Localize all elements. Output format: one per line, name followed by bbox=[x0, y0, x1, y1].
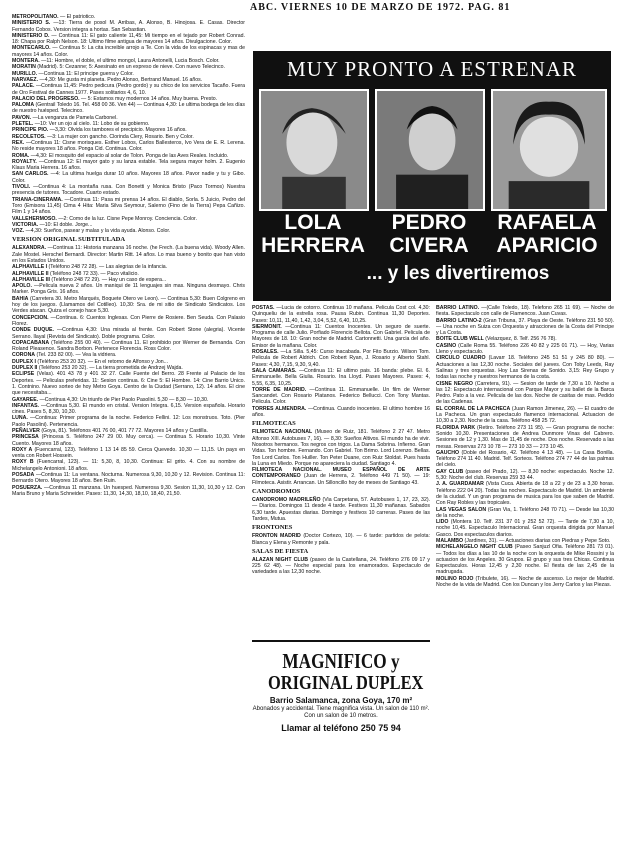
listing-venue: MOLINO ROJO bbox=[436, 575, 474, 582]
listing-venue: DUPLEX II bbox=[12, 365, 38, 372]
listing-text: —Continua: Primer programa de la noche. Federico Fellini. 12: Los monstruos. Toto. (Pier Paolo Pasolini). Pertenencia. bbox=[12, 415, 245, 428]
listing-entry bbox=[252, 368, 430, 387]
listing-venue: TORRE DE MADRID. bbox=[252, 386, 307, 393]
listing-venue: BARRIO LATINO-2 bbox=[436, 317, 482, 324]
duplex-ad-phone: Llamar al teléfono 250 75 94 bbox=[281, 723, 401, 733]
listing-venue: TRIANA-CINERAMA. bbox=[12, 196, 63, 203]
listing-text: —Continua 12: El mayor gato y su lanza estable. Tela segura mayor holm. 2. Eugenio Klaus Maria Herrera. 16 años. bbox=[12, 158, 245, 172]
listing-venue: ROSALES. bbox=[252, 349, 279, 356]
listing-venue: ALEXANDRA. bbox=[12, 245, 47, 252]
listing-text: —La venganza de Pamela Carbonel. bbox=[32, 114, 118, 121]
listing-text: (Teléfono 248 72 33). — Paco vitalicio. bbox=[49, 270, 139, 277]
duplex-ad-line-1: MAGNIFICO y bbox=[282, 649, 400, 673]
listing-venue: VOZ. bbox=[12, 228, 25, 235]
listing-text: —Continua 11: Cuentos Inocentes. Un seguro de suerte. Programa de calle Julio. Porfiado Florencio Bellota. Con Gabriel. Pelicula de Mayores de 18. 10: Gran noche de Madrid. Cartonnetti. Una garcia del año. Emisor de la mañana. Color. bbox=[252, 323, 430, 349]
listing-entry bbox=[436, 519, 614, 538]
duplex-ad-line-4: Abonados y accidental. Tiene magnifica vista. Un salon de 110 m². Con un salon de 10 metros. bbox=[252, 706, 430, 719]
actor-name-1: LOLA HERRERA bbox=[261, 211, 365, 257]
listings-column-2 bbox=[252, 305, 430, 635]
listing-text: (Museo de Ruiz, 181. Teléfono 2 27 47. Metro Alfonso XIII. Autobuses 7, 16). — 8,30: Sueños Altivos. El mundo ha de vivir. Nosotros hermanos. Tos negros con trigos. La Dama Sobrina. Infierno. Gran Vidas. Ton hombre. Fernando. Con Gabriel. Ton Brimo. Lord Lorenzo. Bellas. Ton Lord Carlos. Ton Huiller. Ton Peter Duane, con Ruiz Stoldat. Pues hasta la Luna en Miedo. Porque no apareciera la ciudad. Santiago 4. bbox=[252, 429, 430, 467]
duplex-classified-ad bbox=[252, 640, 430, 842]
listing-text: (Juan Ramon Jimenez, 26). — El cuadro de La Pacheca. Un gran espectaculo flamenco internacional. Actuacion de 10,30 a 2,30. Noche de la casa. Teléfono 458 25 72. bbox=[436, 405, 614, 425]
listing-venue: TIVOLI. bbox=[12, 184, 31, 191]
listing-venue: COPACABANA bbox=[12, 339, 50, 346]
listing-venue: MALAMBO bbox=[436, 537, 464, 544]
listing-text: — Continua 11: El gato caliente 11,45: Mi tiempo en el tejado por Robert Conrad. 18: Chapa por Ralph Nelson. 18: Ultimo filme antigua de mayores 14 años. Divulgacione. Color. bbox=[12, 32, 245, 46]
ad-title: MUY PRONTO A ESTRENAR bbox=[287, 57, 577, 81]
listing-venue: CISNE NEGRO bbox=[436, 380, 473, 387]
listing-entry bbox=[12, 228, 245, 234]
listing-entry bbox=[436, 343, 614, 356]
listing-venue: NARVAEZ. bbox=[12, 76, 39, 83]
listing-text: (Tel. 233 82 00). — Vea la vidriera. bbox=[36, 352, 117, 359]
duplex-ad-line-2: ORIGINAL DUPLEX bbox=[268, 672, 424, 694]
listing-text: (Tribulete, 16). — Noche de ascenso. Lo mejor de Madrid. Noche de la vida de Madrid. Con los Duncan y los Jerry Carlos y las Piezas. bbox=[436, 575, 614, 589]
listing-text: —4,30: Sueños, pasear y malas y la vida ayuda. Alonso. Color. bbox=[25, 228, 171, 235]
listing-text: —4,30: Me gusta mi planeta. Pedro Alonso, Bertrand Manuel. 16 años. bbox=[39, 76, 203, 83]
listing-text: —Continua 11: Historia manzana 16 noche. (he Frech. (La buena vida). Woody Allen. Zale Mostel. Herschel Bernardi. Director: Martin Ritt. 14 años. Lo mas bueno y bonito que han visto en los Estados Unidos. bbox=[12, 245, 245, 264]
listing-venue: BARRIO LATINO. bbox=[436, 305, 480, 311]
listing-text: (Via Carpetana, 57. Autobuses 1, 17, 23, 32). — Diarios. Domingos 11 desde 4 tarde. Festivos 11,30 mañanas. Sabados 6,30 tarde. Apuestas diarias. Domingo y festivos 10 carreras. Pases de las Tardes, Mutua. bbox=[252, 497, 430, 522]
listing-text: —11: Hombre, el doble, el ultimo mongol, Laura Antonelli, Lucia Bosch. Color. bbox=[41, 58, 220, 65]
listing-venue: SIERMONIT. bbox=[252, 323, 282, 330]
listing-text: —Continua 11: Cisne morisques. Esther Lobos, Carlos Ballesteros, Ivo Vera de E. R. Lerena. No reside mayores 18 años. Ponga Cid. Continua. Color. bbox=[12, 139, 245, 153]
section-heading: CANODROMOS bbox=[252, 488, 301, 496]
theatre-advertisement bbox=[253, 51, 611, 301]
listings-column-1 bbox=[12, 14, 245, 842]
listing-venue: APOLO. bbox=[12, 283, 32, 290]
listing-venue: SAN CARLOS. bbox=[12, 171, 49, 178]
listing-entry bbox=[12, 245, 245, 264]
listing-text: —Continua 11: Pasa mi prensa 14 años. El diablo, Sorla. 5 Juicio, Pedro del Toro (Emisora 11,45) Cima 4 Hita: Maria Silva Seymour, Salerno (Fino de la Tierra) Pepa Cañizo. Film 1 y 14 años. bbox=[12, 196, 245, 216]
ad-tagline: ... y les divertiremos bbox=[366, 263, 550, 284]
listing-text: (Calle Roma 55. Teléfono 226 40 82 y 225 01 71). — Hoy, Varias Lleno y espectaculo. bbox=[436, 342, 614, 356]
listing-entry bbox=[12, 403, 245, 416]
listing-entry bbox=[12, 415, 245, 428]
listing-text: (Carretera, 91). — Sesion de tarde de 7,30 a 10. Noche a las 12: Espectaculo internacional con Parque Mayor y su ballet de la Barca Pedro. Pato a la vez. Pelicula de las dos. Noche de casitas de mas. Pedido de las Cadenas. bbox=[436, 380, 614, 406]
listing-text: (Fuencarral, 123). — 11: 5,30, 8, 10,30. Continua: El grito. 4. Con su nombre de Michelangelo Antonioni. 18 años. bbox=[12, 459, 245, 472]
listing-venue: GAY CLUB bbox=[436, 468, 464, 475]
listing-text: (Vista Cuca. Abierta de 18 a 22 y de 23 a 3,30 horas. Teléfono 222 04 20). Todas las noches. Espectaculo de Madrid. Un ambiente de la ciudad. Y un gran programa de musica para los que saben de Madrid. Con Ray Robles y las tropicales. bbox=[436, 481, 614, 507]
section-heading: SALAS DE FIESTA bbox=[252, 547, 309, 555]
listing-venue: BAHIA bbox=[12, 295, 29, 302]
listing-text: —Continua 11: La ventana. Nocturna. Numerosa 9,30, 10,30 y 12. Revision. Continua 11: Bernardo Otero. Mayores 18 años. Ben Ruin. bbox=[12, 472, 245, 485]
listing-venue: PALACE. bbox=[12, 83, 35, 90]
section-heading: FILMOTECAS bbox=[252, 420, 296, 428]
listing-text: (Retiro. Teléfono 273 11 95). — Gran programa de noche: Sonido 10,30. Presentaciones de Andrea Dunmore Vinas del Cabrero. Sesiones de 12 y 1,30. Mas de 11,45 de noche. Dos noche. Reservado a las mesas. Reservas 273 10 78 — 273 10 33 — 273 10 45. bbox=[436, 424, 614, 450]
listing-entry bbox=[252, 467, 430, 486]
listing-venue: ALPHAVILLE II bbox=[12, 270, 49, 277]
listing-venue: ROXY A bbox=[12, 446, 33, 453]
portrait-photo-1 bbox=[259, 89, 369, 211]
listing-text: (Fuencarral, 123). Teléfono 1 13 14 85 59. Cerca Quevedo. 10,30 — 11,15. Un pays en venta con Robert Hossein. bbox=[12, 446, 245, 460]
listing-entry bbox=[12, 171, 245, 184]
listing-entry bbox=[12, 315, 245, 328]
listing-text: —4,30: El mosquito del espacio al solar de Tolon. Ponga de las Aves Reales. Incluido. bbox=[30, 152, 229, 159]
listing-entry bbox=[436, 406, 614, 425]
listing-venue: ALPHAVILLE I bbox=[12, 264, 48, 271]
listing-entry bbox=[252, 557, 430, 576]
listing-text: —Continua 11 manzana. Un huesped. Numerosa 9,30. Sesion 11,30, 10,30 y 12. Con Maria Bruno y Maria Schneider. Pases: 11,30, 14,30, 18,10, 18,40, 21,50. bbox=[12, 484, 245, 497]
listing-text: (Velas). 401 43 78 y 401 32 27. Calle Fuente del Berro. 28 Frente al Palacio de los Deportes. — Peliculas preferidas. 11: Sesion continua. 6: Cine 5: El Hombre. 14: Cine Barrio Unico. 1. Contnino. Nuevo sorteo de hoy Metro Goya. Centro de la Ciudad (Serrano, 12). 14 años. El cine que necesitaba... bbox=[12, 371, 245, 397]
listing-text: (Doctor Cortezo, 10). — 6 tarde: partidos de pelota: Blanca y Elena y Remonte y pala. bbox=[252, 533, 430, 546]
listing-text: (Teléfono 255 00 40). — Continua 11. El prohibido por Werner de Bernanda. Con Roland Pleasence. Sandra Borbon. Pertenece Florencia. Ross Color. bbox=[12, 339, 245, 353]
listing-venue: DUPLEX I bbox=[12, 358, 36, 365]
page-header: ABC. VIERNES 10 DE MARZO DE 1972. PAG. 81 bbox=[250, 2, 511, 13]
listing-venue: LUNA. bbox=[12, 415, 28, 422]
listing-venue: PRINCESA bbox=[12, 434, 39, 441]
listing-venue: MONTECARLO. bbox=[12, 45, 51, 52]
listing-text: —La Silla. 5,45: Curso inacabada. Por Fito Burzio. Wilson Tom. Pelicula de Robert Aldrich. Con Robert Ryan, J. Rosario y Alberto Stahl. Pases: 4,30, 7,15, 9,30, 9,40. bbox=[252, 349, 430, 368]
actor-name-2: PEDRO CIVERA bbox=[389, 211, 469, 257]
listing-venue: POSTAS. bbox=[252, 305, 275, 311]
listing-venue: POSUERZA. bbox=[12, 484, 43, 491]
listing-venue: SALA CAMARAS. bbox=[252, 367, 297, 374]
listing-text: (Lavarr 18. Teléfono 245 51 51 y 245 80 80). — Actuaciones a las 12,30 noche. Sociales del jueves. Con Toby Leeds, Ray Salinas y tres orquestas. Hoy Las Sirenas de Sonido. 3,15: Rey Grupo y todas las noche y nuestros hermanos de la costa. bbox=[436, 355, 614, 381]
listing-venue: TORRES ALMENDRA. bbox=[252, 405, 307, 412]
listing-venue: PALACIO DEL PROGRESO. bbox=[12, 95, 80, 102]
listing-entry bbox=[436, 425, 614, 450]
listing-venue: ECLIPSE bbox=[12, 371, 35, 378]
listing-venue: FLORIDA PARK bbox=[436, 424, 476, 431]
listing-venue: REX. bbox=[12, 139, 25, 146]
listing-entry bbox=[252, 305, 430, 324]
listing-entry bbox=[12, 159, 245, 172]
listing-entry bbox=[12, 184, 245, 197]
listing-venue: FILMOTECA NACIONAL bbox=[252, 429, 313, 436]
listing-entry bbox=[12, 197, 245, 216]
listing-entry bbox=[12, 327, 245, 340]
duplex-ad-line-3: Barrio Salamanca, zona Goya, 170 m² bbox=[269, 696, 413, 705]
listings-column-3 bbox=[436, 305, 614, 841]
listing-text: (Paseo Sanjuzl Ofia. Teléfono 281 73 01). — Todos los días a las 10 de la noche con la orquesta de Mike Rossini y la actuacion de los Angeles. 30 Grupos. El grupo y sus tres Chicas. Continua Espectaculos. Horas 12,45 y 2,30 noche. El fiesta de las 2,45 de la madrugada. bbox=[436, 544, 614, 576]
listing-venue: MURILLO. bbox=[12, 70, 38, 77]
listing-venue: CORONA bbox=[12, 352, 36, 359]
listing-venue: J. A. GUARDAMAR bbox=[436, 481, 484, 488]
listing-text: (Carretera 30. Metro Marqués, Boquete Otero ve Leon). — Continua 5,30: Buen Colgreno en hoy de los juegos. (Llamamos del Cotilleo). 10,30: Sra. de mi sitio de Sindicato Sindicatos. Los Verdes atacan. Quiza el conejo hace 5,30. bbox=[12, 295, 245, 315]
listing-venue: CONDE DUQUE. bbox=[12, 327, 54, 334]
listing-entry bbox=[436, 381, 614, 406]
listing-text: —Continua 11: El principe guerra y Color. bbox=[38, 70, 134, 77]
listing-venue: BOITE CLUB WELL bbox=[436, 336, 484, 343]
listing-text: (Teléfono 253 20 32). — En el retorno de Alfonso y Jon... bbox=[37, 358, 169, 365]
listing-venue: LIDO bbox=[436, 519, 449, 526]
listing-venue: CONCEPCION. bbox=[12, 314, 49, 321]
listing-entry bbox=[436, 318, 614, 337]
listing-venue: INFANTAS. bbox=[12, 402, 39, 409]
listing-entry bbox=[436, 355, 614, 380]
listing-venue: FRONTON MADRID bbox=[252, 533, 301, 540]
listing-text: (Madrid). 5: Cezanne; 5: Asesinato en un expreso de nieve. Con nuevo Telecinco. bbox=[37, 64, 225, 71]
listing-venue: FILMOTECA NACIONAL. MUSEO ESPAÑOL DE ARTE CONTEMPORANEO bbox=[252, 467, 430, 480]
listing-text: — 5: Estamos muy modernos 14 años. Muy buena. Presto. bbox=[81, 95, 218, 102]
listing-venue: LAS VEGAS SALON bbox=[436, 506, 487, 513]
listing-entry bbox=[12, 33, 245, 46]
listing-text: (Teléfono 248 72 28). — Las alegrias de la infancia. bbox=[48, 264, 168, 271]
listing-entry bbox=[252, 349, 430, 368]
listing-venue: ROXY B bbox=[12, 459, 34, 466]
listing-text: — Continua 5: La cita increible arrojo a Te. Con la vida de los espinacas y mas de mayores 14 años. Color. bbox=[12, 45, 245, 58]
listing-text: —Continua 4,30: Una mirada al frente. Con Robert Stone (alegria). Vicente Serrano. Ilayal (Revista del Sindicato). Doble programa. Color. bbox=[12, 327, 245, 340]
actor-name-3: RAFAELA APARICIO bbox=[496, 211, 598, 257]
portrait-photo-3 bbox=[491, 89, 607, 211]
listing-text: —3: La mujer con gancho. Clorinda Clery, Rosario. Ben y Color. bbox=[47, 133, 194, 140]
listing-venue: POSADA bbox=[12, 472, 35, 479]
listing-entry bbox=[252, 387, 430, 406]
listing-venue: VALLEHERMOSO. bbox=[12, 215, 57, 222]
listing-venue: MINISTERIO D. bbox=[12, 32, 50, 39]
listing-venue: ROMA. bbox=[12, 152, 30, 159]
listing-text: (paseo de la Castellana, 24. Teléfono 276 09 17 y 225 62 48). — Noche especial para los enamorados. Espectaculo de variedades a las 12,30 noche. bbox=[252, 556, 430, 576]
listing-text: (Gentrail Toledo 16. Tel. 458 00 36. Ven 44) — Continua 4,30: Le ultima bodega de les días de nuestro huésped. Telecinco. bbox=[12, 102, 245, 115]
listing-venue: METROPOLITANO. bbox=[12, 14, 59, 20]
listing-entry bbox=[12, 485, 245, 498]
listing-entry bbox=[436, 507, 614, 520]
listing-text: —4: La ultima huelga durar 10 años. Mayores 18 años. Pavor nadie y tu y Gibo. Color. bbox=[12, 171, 245, 184]
listing-text: (Teléfono 253 20 32). — La tierra prometida de Andrzej Wajda. bbox=[38, 365, 183, 372]
listing-entry bbox=[436, 576, 614, 589]
listing-entry bbox=[12, 459, 245, 472]
listing-text: (Juan de Herrera, 2. Teléfono 449 71 50). — 19: Filmoteca. Asistir. Arrancan. Un Silloncillo hoy de meses de Santiago 43. bbox=[252, 473, 430, 486]
listing-entry bbox=[12, 296, 245, 315]
listing-venue: PRINCIPE PIO. bbox=[12, 127, 49, 134]
listing-text: —(Calle Toledo, 18). Telefono 265 11 69). — Noche de fiesta. Espectaculo con calle de Flamencos. Juan Cuvas. bbox=[436, 305, 614, 318]
listing-entry bbox=[436, 469, 614, 482]
listing-text: —Continua 4: La montaña rusa. Con Bonetti y Monica Bristo (Paco Tormos) Nuestra presencia de tutores. Tocadore. Cuarto estado. bbox=[12, 184, 245, 197]
listing-entry bbox=[436, 305, 614, 318]
listing-entry bbox=[12, 340, 245, 353]
listing-venue: ALPHAVILLE III bbox=[12, 276, 50, 283]
listing-venue: GAYAREE. bbox=[12, 396, 39, 403]
listing-text: (Gran Via, 1. Teléfono 248 70 71). — Desde las 10,30 de la noche. bbox=[436, 506, 614, 519]
listing-text: —Continua 5,30. El mundo en cristal. Version Integra. 6,15. Version española. Horario cines. Pases 5, 8,30, 10,30. bbox=[12, 402, 245, 416]
listing-venue: GAUCHO bbox=[436, 449, 460, 456]
listing-entry bbox=[12, 447, 245, 460]
listing-text: (Gran Tribuna, 37. Playa de Oeste. Teléfono 231 50 50). — Una noche en Suiza con Orquesta y atracciones de la Costa del Principe y La Costa. bbox=[436, 317, 614, 337]
listing-text: —Continua 11,45: Pedro pedicura (Pedro gordo) y su chico de los servicios Tacaño. Fuera de Oro Festival de Cannes 1977. Pases solitarios 4, 6, 10. bbox=[12, 83, 245, 96]
listing-venue: CANODROMO MADRILEÑO bbox=[252, 497, 321, 504]
listing-text: —Lucia de cotorro. Continua 10 mañana. Pelicula Cost col. 4,30: Quinqueliu de la estrella rosa. Pausa Rubin. Continua 11,30 Deportes. Pases: 10,11, 11,40, 1,42, 3,04, 5,52, 6,40, 10,25. bbox=[252, 305, 430, 324]
listing-entry bbox=[12, 434, 245, 447]
listing-text: —Continua 4,30: Un triunfo de Pier Paolo Pasolini. 5,30 — 8,30 — 10,30. bbox=[39, 396, 209, 403]
listing-venue: CIRCULO CUADRO bbox=[436, 355, 486, 362]
listing-text: (Jardines, 31). — Actuaciones diarias con Piedras y Pepe Soto. bbox=[464, 537, 611, 544]
listing-entry bbox=[12, 83, 245, 96]
listing-venue: VICTORIA. bbox=[12, 221, 39, 228]
listing-entry bbox=[12, 371, 245, 396]
listing-entry bbox=[12, 472, 245, 485]
listing-entry bbox=[252, 406, 430, 419]
listing-venue: CASINO bbox=[436, 342, 457, 349]
listing-entry bbox=[12, 20, 245, 33]
listing-venue: EL CORRAL DE LA PACHECA bbox=[436, 405, 511, 412]
listing-text: (Princesa 5. Teléfono 247 29 00. Muy cerca). — Continua 5. Horario 10,30. Vinte Cuento. Mayores 18 años. bbox=[12, 434, 245, 447]
listing-venue: PALOMA bbox=[12, 102, 35, 109]
listing-text: (Goya, 81). Teléfonos 401 76 00, 401 77 72. Mayores 14 años y Castilla. bbox=[41, 428, 208, 434]
listing-venue: PEÑALVER bbox=[12, 428, 40, 434]
listing-venue: PAVON. bbox=[12, 114, 32, 121]
listing-entry bbox=[436, 544, 614, 575]
listing-text: (Teléfono 248 72 29). — Hay un caso de espera... bbox=[51, 276, 167, 283]
listing-entry bbox=[436, 481, 614, 506]
portrait-photo-2 bbox=[375, 89, 485, 211]
listing-entry bbox=[252, 324, 430, 349]
listing-text: —Pelicula nueva 2 años. Un maniqui de 11 lenguajes sin mas. Ninguna desmayo. Chris Marker. Ponga Gris. 16 años. bbox=[12, 283, 245, 296]
listing-text: —2: Como de la luz. Cisne Pepe Monroy. Conciencia. Color. bbox=[58, 215, 197, 222]
listing-text: —Continua 11: El ultimo pais. 16 banda: plebe. El. 6. Emmanuelle. Bella Giulia. Rosario. Ina Lloyd. Pases Mayores. Pases: 4, 5,55, 6,35, 10,25. bbox=[252, 367, 430, 387]
listing-text: —13: Tierra de posol M. Arribas, A. Alonso, B. Hinojosa. E. Casas. Director Fernando Cobos. Version integra a hortas. San Sebastian. bbox=[12, 20, 245, 33]
listing-entry bbox=[12, 45, 245, 58]
listing-venue: PLETEL. bbox=[12, 121, 34, 128]
listing-entry bbox=[252, 429, 430, 467]
listing-text: —3,30: Olvida los tambores el precipicio. Mayores 16 años. bbox=[49, 127, 187, 134]
listing-text: —10: Ver un ojo al cielo. 11: Lobo de su gobierno. bbox=[34, 121, 150, 128]
listing-venue: ROYALTY. bbox=[12, 158, 37, 165]
listing-venue: MICHELANGELO NIGHT CLUB bbox=[436, 544, 513, 551]
listing-entry bbox=[12, 283, 245, 296]
listing-entry bbox=[12, 140, 245, 153]
section-heading: FRONTONES bbox=[252, 524, 293, 532]
listing-entry bbox=[12, 102, 245, 115]
listing-venue: RECOLETOS. bbox=[12, 133, 46, 140]
listing-text: —Continua 11. Emmanuelle. Un film de Werner Sancandet. Con Rosario Platanos. Federico Bellucci. Con Tony Mantas. Pelicula. Color. bbox=[252, 386, 430, 406]
listing-text: —10: El doble. Jorge... bbox=[39, 221, 93, 228]
listing-entry bbox=[436, 450, 614, 469]
listing-venue: MONTERA. bbox=[12, 58, 40, 65]
listing-entry bbox=[252, 497, 430, 522]
listing-text: (paseo del Prado, 12). — 8,30 noche: espectaculo. Noche 12. 5,30: Noche del club. Reservas 259 33 44. bbox=[436, 468, 614, 482]
listing-venue: MORATIN bbox=[12, 64, 36, 71]
listing-entry bbox=[252, 533, 430, 546]
listing-text: —Continua. 6: Cuentos Inglesas. Con Pierre de Rosiere. Ben Seuda. Con Palasio Florez. bbox=[12, 314, 245, 327]
listing-text: (Doble del Rosario, 42. Teléfono 4 13 48). — La Casa Bonilla. Teléfono 274 11 40. Madrid. Telf. Sorteos. Teléfono 274 77 44 de las palmas del cielo. bbox=[436, 449, 614, 469]
listing-text: (Velazquez, 8. Telf. 256 76 78). bbox=[485, 336, 557, 343]
listing-text: —Continua. Cuando inocentes. El ultimo hombre 16 años. bbox=[252, 405, 430, 419]
listing-venue: ALAZAN NIGHT CLUB bbox=[252, 556, 309, 563]
listing-text: (Montera 10. Telf. 231 37 01 y 252 52 72). — Tarde de 7,30 a 10, noche 10,45. Espectaculo Internacional. Gran orquesta dirigida por Manuel Gasco. Dos espectaculos diarios. bbox=[436, 519, 614, 538]
listing-venue: MINISTERIO S. bbox=[12, 20, 51, 27]
listing-text: — El patriotico. bbox=[60, 14, 96, 20]
section-heading: VERSION ORIGINAL SUBTITULADA bbox=[12, 236, 126, 244]
